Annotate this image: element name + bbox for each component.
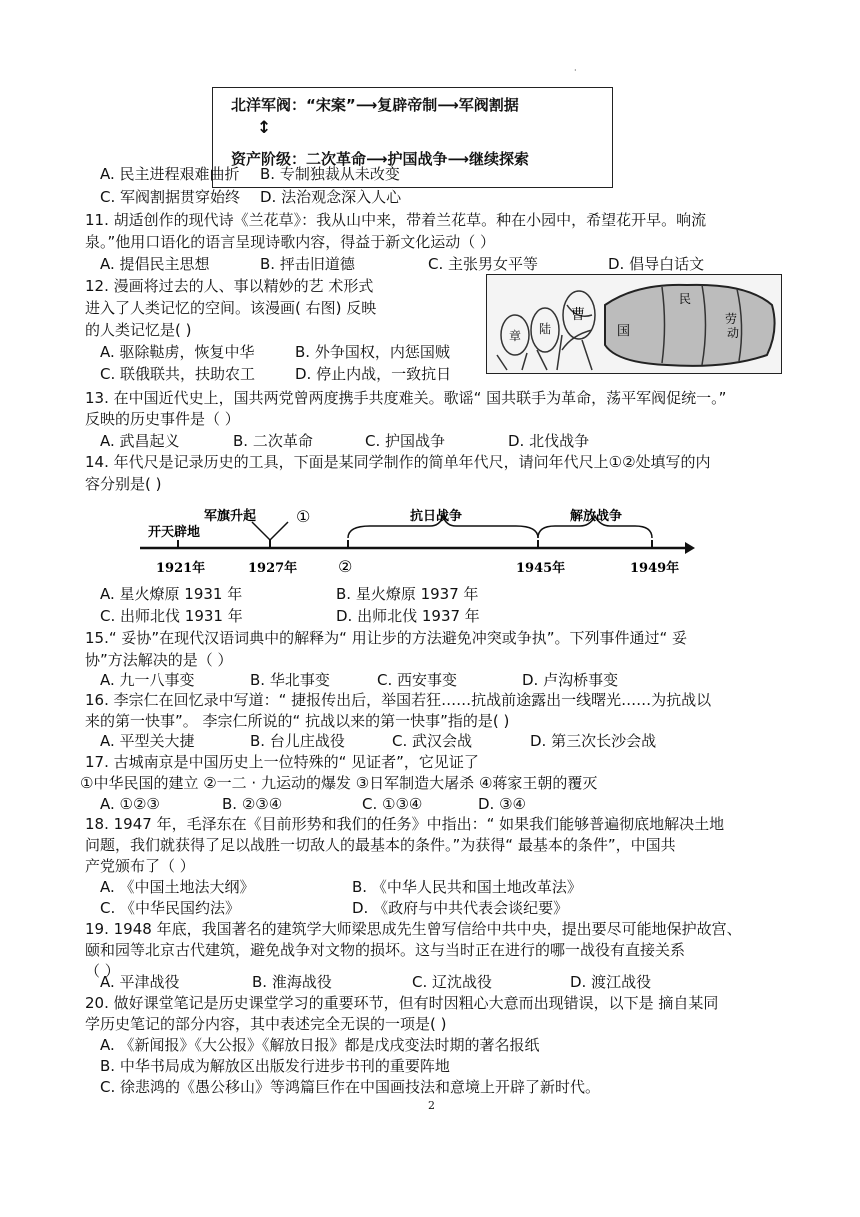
flow-vertical-arrow: ↕ bbox=[257, 118, 272, 138]
timeline-year-1945: 1945年 bbox=[516, 561, 566, 576]
q12-stem-3: 的人类记忆是( ) bbox=[85, 321, 192, 339]
q14-stem-2: 容分别是( ) bbox=[85, 475, 162, 493]
option-d[interactable]: D. 倡导白话文 bbox=[608, 255, 705, 273]
q20-option-c[interactable]: C. 徐悲鸿的《愚公移山》等鸿篇巨作在中国画技法和意境上开辟了新时代。 bbox=[100, 1078, 601, 1096]
option-a[interactable]: A. 民主进程艰难曲折 bbox=[100, 165, 240, 183]
fist-cartoon-drawing bbox=[487, 275, 781, 373]
timeline-label-jiefang: 解放战争 bbox=[570, 509, 623, 524]
q20-stem-1: 20. 做好课堂笔记是历史课堂学习的重要环节，但有时因粗心大意而出现错误，以下是 摘自某同 bbox=[85, 994, 719, 1012]
option-b[interactable]: B. 台儿庄战役 bbox=[250, 732, 345, 750]
q12-stem-1: 12. 漫画将过去的人、事以精妙的艺 术形式 bbox=[85, 277, 374, 295]
timeline-year-1949: 1949年 bbox=[630, 561, 680, 576]
option-c[interactable]: C. 西安事变 bbox=[377, 671, 458, 689]
cartoon-char-min: 民 bbox=[679, 292, 692, 306]
option-a[interactable]: A. 平津战役 bbox=[100, 973, 180, 991]
option-a[interactable]: A. 武昌起义 bbox=[100, 432, 180, 450]
option-b[interactable]: B. 《中华人民共和国土地改革法》 bbox=[352, 878, 582, 896]
option-a[interactable]: A. ①②③ bbox=[100, 795, 160, 813]
cartoon-char-cao: 曹 bbox=[571, 307, 585, 323]
cartoon-image bbox=[486, 274, 782, 374]
option-d[interactable]: D. 《政府与中共代表会谈纪要》 bbox=[352, 899, 569, 917]
q20-stem-2: 学历史笔记的部分内容，其中表述完全无误的一项是( ) bbox=[85, 1015, 447, 1033]
timeline-mark-1: ① bbox=[296, 507, 311, 526]
q19-stem-3: （ ） bbox=[85, 962, 120, 980]
option-b[interactable]: B. 华北事变 bbox=[250, 671, 330, 689]
q17-stem-1: 17. 古城南京是中国历史上一位特殊的“ 见证者”，它见证了 bbox=[85, 753, 479, 771]
option-c[interactable]: C. 辽沈战役 bbox=[412, 973, 493, 991]
cartoon-char-lu: 陆 bbox=[539, 322, 552, 336]
option-a[interactable]: A. 九一八事变 bbox=[100, 671, 195, 689]
timeline-label-kaitian: 开天辟地 bbox=[148, 525, 201, 540]
page-mark: · bbox=[574, 66, 577, 75]
option-c[interactable]: C. 武汉会战 bbox=[392, 732, 473, 750]
option-a[interactable]: A. 星火燎原 1931 年 bbox=[100, 585, 243, 603]
q16-stem-2: 来的第一快事”。 李宗仁所说的“ 抗战以来的第一快事”指的是( ) bbox=[85, 712, 510, 730]
option-a[interactable]: A. 《中国土地法大纲》 bbox=[100, 878, 255, 896]
option-d[interactable]: D. 渡江战役 bbox=[570, 973, 652, 991]
timeline-mark-2: ② bbox=[338, 557, 353, 576]
q19-stem-1: 19. 1948 年底，我国著名的建筑学大师梁思成先生曾写信给中共中央，提出要尽可能地保护故宫、 bbox=[85, 920, 742, 938]
option-d[interactable]: D. 第三次长沙会战 bbox=[530, 732, 657, 750]
option-b[interactable]: B. 外争国权，内惩国贼 bbox=[295, 343, 450, 361]
option-a[interactable]: A. 平型关大捷 bbox=[100, 732, 195, 750]
flow-row-beiyang: 北洋军阀：“宋案”⟶复辟帝制⟶军阀割据 bbox=[231, 96, 519, 114]
page-number: 2 bbox=[428, 1099, 435, 1112]
option-b[interactable]: B. ②③④ bbox=[222, 795, 283, 813]
q11-stem-1: 11. 胡适创作的现代诗《兰花草》：我从山中来，带着兰花草。种在小园中，希望花开早。响流 bbox=[85, 211, 707, 229]
cartoon-char-lao: 劳 bbox=[725, 312, 738, 326]
option-c[interactable]: C. 联俄联共，扶助农工 bbox=[100, 365, 256, 383]
cartoon-char-dong: 动 bbox=[727, 326, 740, 340]
option-a[interactable]: A. 提倡民主思想 bbox=[100, 255, 210, 273]
q12-stem-2: 进入了人类记忆的空间。该漫画( 右图) 反映 bbox=[85, 299, 377, 317]
cartoon-char-guo: 国 bbox=[617, 324, 631, 339]
q20-option-b[interactable]: B. 中华书局成为解放区出版发行进步书刊的重要阵地 bbox=[100, 1057, 450, 1075]
option-c[interactable]: C. 出师北伐 1931 年 bbox=[100, 607, 243, 625]
q18-stem-2: 问题，我们就获得了足以战胜一切敌人的最基本的条件。”为获得“ 最基本的条件”，中国共 bbox=[85, 836, 676, 854]
cartoon-char-zhang: 章 bbox=[509, 329, 522, 343]
q18-stem-1: 18. 1947 年，毛泽东在《目前形势和我们的任务》中指出：“ 如果我们能够普遍彻底地解决土地 bbox=[85, 815, 725, 833]
q13-stem-1: 13. 在中国近代史上，国共两党曾两度携手共度难关。歌谣“ 国共联手为革命，荡平军阀促统一。” bbox=[85, 389, 727, 407]
timeline-year-1921: 1921年 bbox=[156, 561, 206, 576]
option-a[interactable]: A. 驱除鞑虏，恢复中华 bbox=[100, 343, 255, 361]
option-d[interactable]: D. 出师北伐 1937 年 bbox=[336, 607, 480, 625]
option-d[interactable]: D. 停止内战，一致抗日 bbox=[295, 365, 452, 383]
option-c[interactable]: C. ①③④ bbox=[362, 795, 423, 813]
q16-stem-1: 16. 李宗仁在回忆录中写道：“ 捷报传出后，举国若狂……抗战前途露出一线曙光……为抗战以 bbox=[85, 691, 712, 709]
q17-stem-2: ①中华民国的建立 ②一二 · 九运动的爆发 ③日军制造大屠杀 ④蒋家王朝的覆灭 bbox=[80, 774, 598, 792]
q18-stem-3: 产党颁布了（ ） bbox=[85, 857, 195, 875]
option-d[interactable]: D. ③④ bbox=[478, 795, 526, 813]
option-b[interactable]: B. 抨击旧道德 bbox=[260, 255, 355, 273]
option-c[interactable]: C. 军阀割据贯穿始终 bbox=[100, 188, 241, 206]
option-c[interactable]: C. 护国战争 bbox=[365, 432, 446, 450]
option-b[interactable]: B. 淮海战役 bbox=[252, 973, 332, 991]
option-b[interactable]: B. 星火燎原 1937 年 bbox=[336, 585, 479, 603]
q20-option-a[interactable]: A. 《新闻报》《大公报》《解放日报》都是戊戌变法时期的著名报纸 bbox=[100, 1036, 540, 1054]
option-d[interactable]: D. 法治观念深入人心 bbox=[260, 188, 402, 206]
flow-row-bourgeois: 资产阶级：二次革命⟶护国战争⟶继续探索 bbox=[231, 150, 530, 168]
timeline-label-kangri: 抗日战争 bbox=[410, 509, 463, 524]
option-c[interactable]: C. 《中华民国约法》 bbox=[100, 899, 241, 917]
timeline-year-1927: 1927年 bbox=[248, 561, 298, 576]
option-d[interactable]: D. 北伐战争 bbox=[508, 432, 590, 450]
option-b[interactable]: B. 二次革命 bbox=[233, 432, 313, 450]
timeline-figure bbox=[140, 500, 700, 580]
q11-stem-2: 泉。”他用口语化的语言呈现诗歌内容，得益于新文化运动（ ） bbox=[85, 233, 496, 251]
q19-stem-2: 颐和园等北京古代建筑，避免战争对文物的损坏。这与当时正在进行的哪一战役有直接关系 bbox=[85, 941, 686, 959]
q15-stem-2: 协”方法解决的是（ ） bbox=[85, 651, 233, 669]
option-d[interactable]: D. 卢沟桥事变 bbox=[522, 671, 619, 689]
option-c[interactable]: C. 主张男女平等 bbox=[428, 255, 539, 273]
timeline-label-junqi: 军旗升起 bbox=[204, 509, 257, 524]
q13-stem-2: 反映的历史事件是（ ） bbox=[85, 410, 240, 428]
q14-stem-1: 14. 年代尺是记录历史的工具，下面是某同学制作的简单年代尺，请问年代尺上①②处填写的内 bbox=[85, 453, 711, 471]
q15-stem-1: 15.“ 妥协”在现代汉语词典中的解释为“ 用让步的方法避免冲突或争执”。下列事件通过“ 妥 bbox=[85, 629, 688, 647]
option-b[interactable]: B. 专制独裁从未改变 bbox=[260, 165, 400, 183]
